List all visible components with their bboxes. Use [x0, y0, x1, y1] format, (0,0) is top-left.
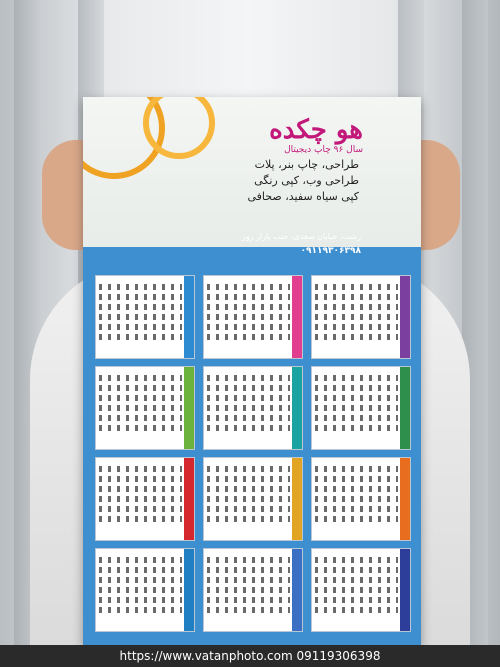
week-row	[207, 294, 290, 300]
month-grid	[95, 275, 409, 640]
month-color-strip	[184, 367, 194, 449]
week-row	[207, 324, 290, 330]
service-line: طراحی، چاپ بنر، پلات	[254, 158, 359, 171]
week-row	[99, 405, 182, 411]
week-row	[99, 395, 182, 401]
month-color-strip	[184, 458, 194, 540]
week-row	[99, 324, 182, 330]
week-row	[207, 577, 290, 583]
month-color-strip	[292, 549, 302, 631]
week-row	[99, 284, 182, 290]
week-row	[315, 284, 398, 290]
month-color-strip	[400, 549, 410, 631]
week-row	[207, 405, 290, 411]
phone-number: ۰۹۱۱۹۳۰۶۳۹۸	[300, 246, 361, 256]
brand-name: هو چکده	[269, 115, 363, 145]
week-row	[99, 466, 182, 472]
week-row	[207, 425, 290, 431]
month-block	[311, 457, 411, 541]
month-block	[95, 366, 195, 450]
week-row	[315, 405, 398, 411]
week-row	[315, 304, 398, 310]
month-color-strip	[184, 276, 194, 358]
month-color-strip	[292, 276, 302, 358]
week-row	[207, 395, 290, 401]
month-block	[203, 548, 303, 632]
week-row	[99, 516, 182, 522]
week-row	[315, 395, 398, 401]
week-row	[207, 334, 290, 340]
watermark-footer: https://www.vatanphoto.com 09119306398	[0, 645, 500, 667]
week-row	[99, 476, 182, 482]
week-row	[207, 466, 290, 472]
month-block	[95, 275, 195, 359]
week-row	[99, 587, 182, 593]
month-color-strip	[292, 458, 302, 540]
week-row	[315, 314, 398, 320]
month-block	[311, 275, 411, 359]
week-row	[207, 314, 290, 320]
week-row	[315, 425, 398, 431]
week-row	[315, 607, 398, 613]
week-row	[99, 314, 182, 320]
week-row	[207, 304, 290, 310]
week-row	[207, 415, 290, 421]
week-row	[207, 587, 290, 593]
week-row	[315, 466, 398, 472]
week-row	[315, 597, 398, 603]
week-row	[315, 476, 398, 482]
month-block	[203, 457, 303, 541]
month-color-strip	[400, 276, 410, 358]
month-block	[95, 548, 195, 632]
services-list	[247, 157, 359, 205]
month-block	[311, 366, 411, 450]
week-row	[99, 334, 182, 340]
week-row	[207, 496, 290, 502]
week-row	[99, 577, 182, 583]
address-text: رشت، خیابان سعدی، جنب بازار روز	[241, 232, 361, 241]
week-row	[207, 567, 290, 573]
week-row	[315, 496, 398, 502]
week-row	[99, 496, 182, 502]
week-row	[99, 385, 182, 391]
week-row	[315, 506, 398, 512]
week-row	[207, 476, 290, 482]
brand-block	[269, 115, 363, 155]
week-row	[315, 516, 398, 522]
week-row	[99, 597, 182, 603]
month-block	[311, 548, 411, 632]
week-row	[207, 516, 290, 522]
week-row	[99, 567, 182, 573]
month-block	[95, 457, 195, 541]
week-row	[315, 577, 398, 583]
week-row	[315, 486, 398, 492]
service-line: طراحی وب، کپی رنگی	[254, 174, 359, 187]
week-row	[315, 587, 398, 593]
month-color-strip	[400, 367, 410, 449]
week-row	[207, 607, 290, 613]
week-row	[315, 415, 398, 421]
service-line: کپی سیاه سفید، صحافی	[247, 190, 359, 203]
week-row	[99, 375, 182, 381]
week-row	[315, 567, 398, 573]
week-row	[99, 294, 182, 300]
week-row	[207, 385, 290, 391]
week-row	[207, 486, 290, 492]
week-row	[207, 375, 290, 381]
month-block	[203, 275, 303, 359]
week-row	[315, 557, 398, 563]
week-row	[99, 506, 182, 512]
week-row	[99, 557, 182, 563]
week-row	[207, 506, 290, 512]
month-color-strip	[400, 458, 410, 540]
week-row	[315, 375, 398, 381]
week-row	[99, 415, 182, 421]
month-color-strip	[184, 549, 194, 631]
month-block	[203, 366, 303, 450]
week-row	[207, 597, 290, 603]
week-row	[99, 486, 182, 492]
week-row	[207, 557, 290, 563]
week-row	[315, 324, 398, 330]
week-row	[99, 304, 182, 310]
week-row	[99, 425, 182, 431]
week-row	[315, 294, 398, 300]
calendar-poster	[83, 97, 421, 645]
week-row	[315, 334, 398, 340]
week-row	[207, 284, 290, 290]
brand-subtitle: سال ۹۶ چاپ دیجیتال	[284, 145, 363, 155]
week-row	[315, 385, 398, 391]
month-color-strip	[292, 367, 302, 449]
week-row	[99, 607, 182, 613]
